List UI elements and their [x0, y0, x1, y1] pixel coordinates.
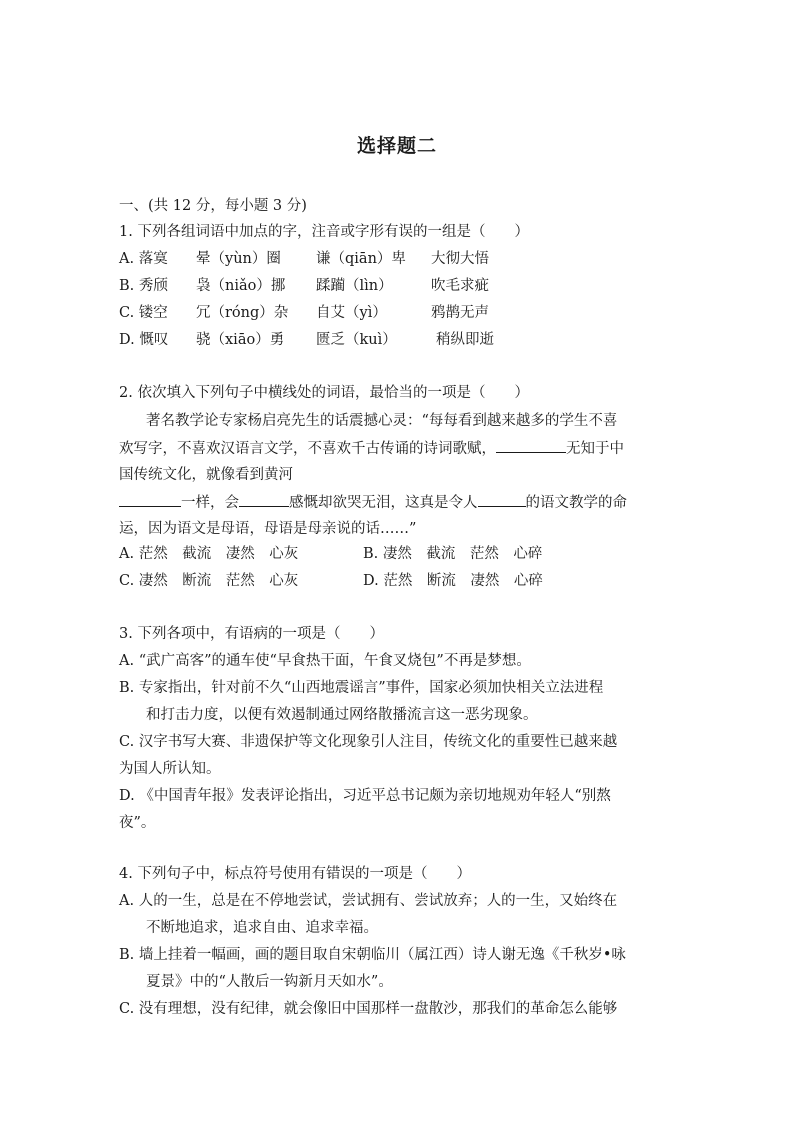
q3-stem: 3. 下列各项中，有语病的一项是（ ）: [119, 626, 384, 642]
q1-row-b-col2: 袅（niǎo）挪: [196, 278, 286, 294]
q3-option-b-cont: 和打击力度，以便有效遏制通过网络散播流言这一恶劣现象。: [146, 707, 538, 723]
q1-row-a-col2: 晕（yùn）圈: [196, 251, 281, 267]
fill-blank-1: [496, 438, 566, 453]
page-title: 选择题二: [356, 135, 437, 157]
q4-option-b: B. 墙上挂着一幅画，画的题目取自宋朝临川（属江西）诗人谢无逸《千秋岁•咏: [119, 947, 626, 963]
q1-row-d-col2: 骁（xiāo）勇: [196, 332, 285, 348]
q2-passage-line-1: 著名教学论专家杨启亮先生的话震撼心灵：“每每看到越来越多的学生不喜: [146, 413, 618, 429]
q2-stem: 2. 依次填入下列句子中横线处的词语，最恰当的一项是（ ）: [119, 385, 529, 401]
q1-row-a-col4: 大彻大悟: [431, 251, 489, 267]
q1-row-b-col4: 吹毛求疵: [431, 278, 489, 294]
q2-option-d: D. 茫然 断流 凄然 心碎: [363, 573, 543, 589]
q1-row-c-col4: 鸦鹊无声: [431, 305, 489, 321]
q2-passage-line-2: [119, 438, 624, 459]
q2-passage-line-3: 国传统文化，就像看到黄河: [119, 467, 293, 483]
q2-passage-line-5: 运，因为语文是母语，母语是母亲说的话……”: [119, 521, 417, 537]
q1-row-a-col3: 谦（qiān）卑: [316, 251, 406, 267]
q2-option-c: C. 凄然 断流 茫然 心灰: [119, 573, 299, 589]
q3-option-b: B. 专家指出，针对前不久“山西地震谣言”事件，国家必须加快相关立法进程: [119, 680, 604, 696]
q3-option-c: C. 汉字书写大赛、非遗保护等文化现象引人注目，传统文化的重要性已越来越: [119, 734, 618, 750]
q4-option-c: C. 没有理想，没有纪律，就会像旧中国那样一盘散沙，那我们的革命怎么能够: [119, 1001, 618, 1017]
q2-option-b: B. 凄然 截流 茫然 心碎: [363, 546, 543, 562]
q1-row-d-col1: D. 慨叹: [119, 332, 169, 348]
q4-stem: 4. 下列句子中，标点符号使用有错误的一项是（ ）: [119, 866, 471, 882]
q1-row-b-col1: B. 秀颀: [119, 278, 168, 294]
q2-passage-text: 一样，会: [181, 495, 239, 511]
q2-passage-text: 欢写字，不喜欢汉语言文学，不喜欢千古传诵的诗词歌赋，: [119, 441, 496, 457]
q2-passage-text: 的语文教学的命: [525, 495, 627, 511]
q2-passage-line-4: [119, 492, 627, 513]
q1-row-c-col2: 冗（róng）杂: [196, 305, 289, 321]
q2-passage-text: 无知于中: [566, 441, 624, 457]
fill-blank-4: [478, 492, 526, 507]
fill-blank-2: [119, 492, 181, 507]
section-heading: 一、(共 12 分，每小题 3 分): [119, 198, 307, 214]
q1-row-a-col1: A. 落寞: [119, 251, 168, 267]
q3-option-c-cont: 为国人所认知。: [119, 761, 221, 777]
q4-option-a: A. 人的一生，总是在不停地尝试，尝试拥有、尝试放弃；人的一生，又始终在: [119, 893, 618, 909]
q4-option-a-cont: 不断地追求，追求自由、追求幸福。: [146, 920, 378, 936]
q1-stem: 1. 下列各组词语中加点的字，注音或字形有误的一组是（ ）: [119, 224, 529, 240]
q1-row-c-col1: C. 镂空: [119, 305, 168, 321]
q1-row-d-col4: 稍纵即逝: [436, 332, 494, 348]
q1-row-c-col3: 自艾（yì）: [316, 305, 387, 321]
q3-option-a: A. “武广高客”的通车使“早食热干面，午食叉烧包”不再是梦想。: [119, 653, 531, 669]
q2-passage-text: 感慨却欲哭无泪，这真是令人: [289, 495, 478, 511]
q3-option-d: D. 《中国青年报》发表评论指出，习近平总书记颇为亲切地规劝年轻人“别熬: [119, 788, 611, 804]
q3-option-d-cont: 夜”。: [119, 815, 156, 831]
q4-option-b-cont: 夏景》中的“人散后一钩新月天如水”。: [146, 974, 393, 990]
fill-blank-3: [239, 492, 289, 507]
q1-row-b-col3: 蹂躏（lìn）: [316, 278, 393, 294]
q1-row-d-col3: 匮乏（kuì）: [316, 332, 397, 348]
q2-option-a: A. 茫然 截流 凄然 心灰: [119, 546, 299, 562]
